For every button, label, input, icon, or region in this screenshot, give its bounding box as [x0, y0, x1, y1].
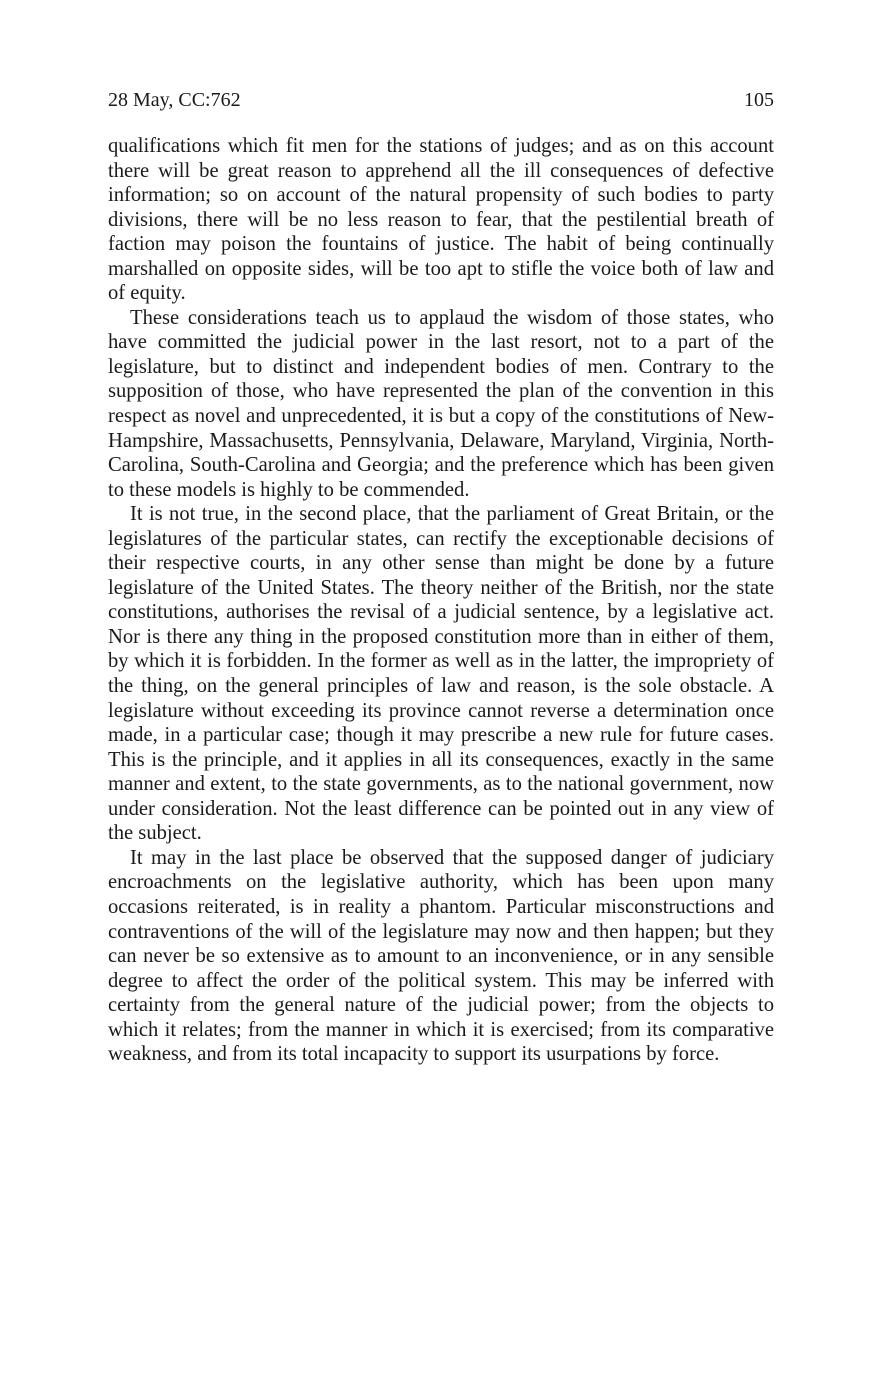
page [108, 88, 774, 1067]
paragraph: These considerations teach us to applaud the wisdom of those states, who have committed the judicial power in the last resort, not to a part of the legislature, but to distinct and independent bodies of men. Contrary to the supposition of those, who have represented the plan of the convention in this respect as novel and unprecedented, it is but a copy of the constitutions of New-Hampshire, Massachusetts, Pennsylvania, Delaware, Maryland, Virginia, North-Carolina, South-Carolina and Georgia; and the preference which has been given to these models is highly to be commended. [108, 306, 774, 501]
paragraph: It is not true, in the second place, that the parliament of Great Britain, or the legislatures of the particular states, can rectify the exceptionable decisions of their respective courts, in any other sense than might be done by a future legislature of the United States. The theory neither of the British, nor the state constitutions, authorises the revisal of a judicial sentence, by a legislative act. Nor is there any thing in the proposed constitution more than in either of them, by which it is forbidden. In the former as well as in the latter, the impropriety of the thing, on the general principles of law and reason, is the sole obstacle. A legislature without exceeding its province cannot reverse a determination once made, in a particular case; though it may prescribe a new rule for future cases. This is the principle, and it applies in all its consequences, exactly in the same manner and extent, to the state governments, as to the national government, now under consideration. Not the least difference can be pointed out in any view of the subject. [108, 503, 774, 845]
page-number: 105 [744, 89, 774, 111]
body-text [108, 134, 774, 1067]
running-head [108, 88, 774, 112]
running-head-date: 28 May, CC:762 [108, 89, 241, 111]
paragraph: qualifications which fit men for the stations of judges; and as on this account there will be great reason to apprehend all the ill consequences of defective information; so on account of the natural propensity of such bodies to party divisions, there will be no less reason to fear, that the pestilential breath of faction may poison the fountains of justice. The habit of being continually marshalled on opposite sides, will be too apt to stifle the voice both of law and of equity. [108, 135, 774, 305]
paragraph: It may in the last place be observed that the supposed danger of judiciary encroachments on the legislative authority, which has been upon many occasions reiterated, is in reality a phantom. Particular misconstructions and contraventions of the will of the legislature may now and then happen; but they can never be so extensive as to amount to an inconvenience, or in any sensible degree to affect the order of the political system. This may be inferred with certainty from the general nature of the judicial power; from the objects to which it relates; from the manner in which it is exercised; from its comparative weakness, and from its total incapacity to support its usurpations by force. [108, 846, 774, 1066]
